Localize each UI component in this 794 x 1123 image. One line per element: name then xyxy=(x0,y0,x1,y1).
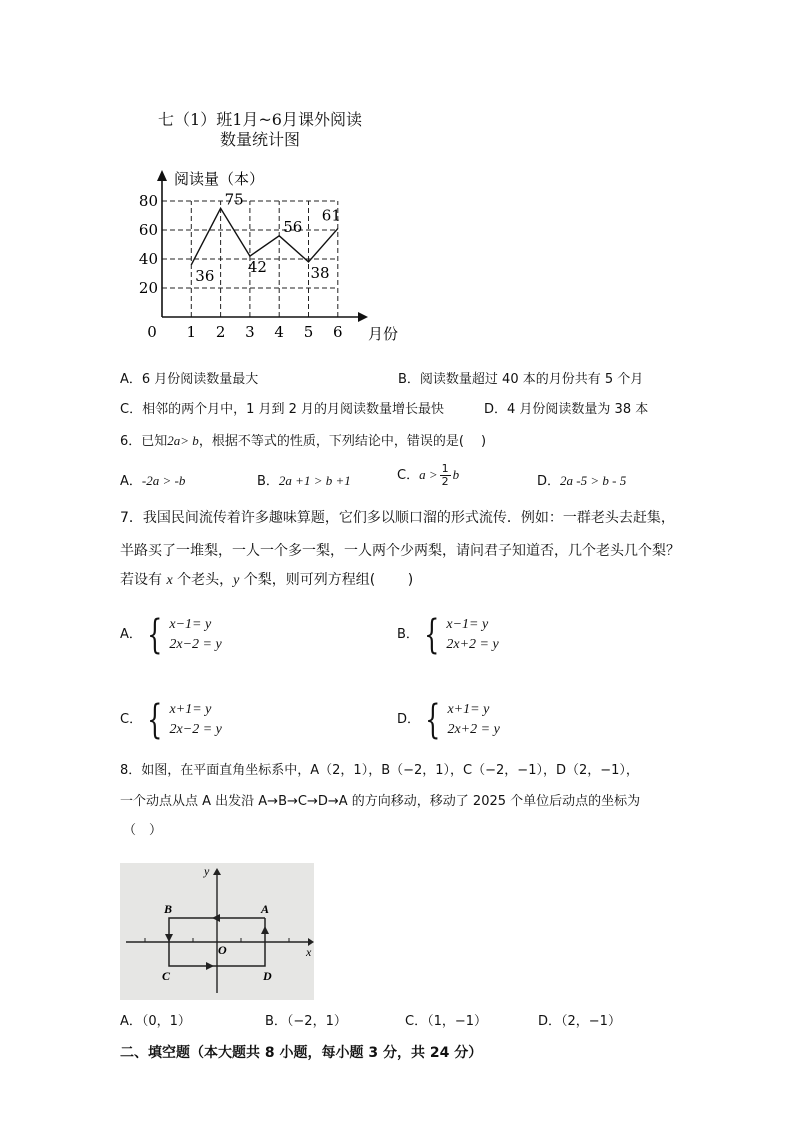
data-label: 75 xyxy=(224,190,244,209)
q7-option-c[interactable]: C． { x+1= y 2x−2 = y xyxy=(120,697,222,743)
q8-stem-line2: 一个动点从点 A 出发沿 A→B→C→D→A 的方向移动，移动了 2025 个单位后动点的坐标为 xyxy=(120,794,641,809)
x-axis-arrow-icon xyxy=(358,312,368,322)
x-tick-label: 4 xyxy=(274,323,284,341)
fig-x-label: x xyxy=(306,945,312,959)
q6-option-c-fraction: $\frac{1}{2}$ xyxy=(441,462,449,488)
q6-option-c[interactable]: C．a > $\frac{1}{2}$ b xyxy=(397,462,460,488)
data-label: 42 xyxy=(247,258,267,277)
q6-stem: 6．已知2a> b，根据不等式的性质，下列结论中，错误的是( ) xyxy=(120,433,487,449)
brace-icon: { xyxy=(425,697,441,743)
fig-point-b-label: B xyxy=(164,902,173,916)
q8-option-c[interactable]: C．（1，−1） xyxy=(405,1014,488,1029)
x-tick-label: 2 xyxy=(215,323,226,341)
data-label: 36 xyxy=(195,266,215,285)
q6-option-a[interactable]: A．-2a > -b xyxy=(120,473,186,489)
q8-option-d[interactable]: D．（2，−1） xyxy=(538,1014,621,1029)
data-label: 61 xyxy=(321,206,341,225)
data-label: 56 xyxy=(283,217,303,236)
chart-title xyxy=(130,110,390,150)
q5-option-c[interactable]: C．相邻的两个月中，1 月到 2 月的月阅读数量增长最快 xyxy=(120,402,445,417)
data-label: 38 xyxy=(310,263,330,282)
y-tick-label: 20 xyxy=(138,279,158,297)
q8-coordinate-figure xyxy=(120,863,314,1000)
chart-title-line1: 七（1）班1月~6月课外阅读 xyxy=(158,110,362,129)
x-tick-label: 1 xyxy=(186,323,197,341)
y-tick-label: 80 xyxy=(138,192,158,210)
reading-line-chart xyxy=(130,165,400,345)
fig-point-a-label: A xyxy=(261,902,270,916)
section2-heading: 二、填空题（本大题共 8 小题，每小题 3 分，共 24 分） xyxy=(120,1045,483,1061)
q8-option-a[interactable]: A．（0，1） xyxy=(120,1014,191,1029)
q7-stem-line1: 7．我国民间流传着许多趣味算题，它们多以顺口溜的形式流传．例如：一群老头去赶集， xyxy=(120,510,675,526)
fig-point-c-label: C xyxy=(162,969,171,983)
x-tick-label: 6 xyxy=(333,323,343,341)
q8-option-b[interactable]: B．（−2，1） xyxy=(265,1014,347,1029)
brace-icon: { xyxy=(424,612,440,658)
y-axis-label: 阅读量（本） xyxy=(174,170,265,188)
y-axis-arrow-icon xyxy=(157,170,167,181)
q5-option-a[interactable]: A．6 月份阅读数量最大 xyxy=(120,372,259,387)
q6-option-b[interactable]: B．2a +1 > b +1 xyxy=(257,473,351,489)
x-tick-label: 3 xyxy=(245,323,255,341)
q8-stem-line1: 8．如图，在平面直角坐标系中，A（2，1），B（−2，1），C（−2，−1），D（2，−1）， xyxy=(120,763,639,778)
q6-stem-expr: 2a> b xyxy=(167,433,199,448)
x-axis-label: 月份 xyxy=(368,325,399,343)
fig-point-d-label: D xyxy=(263,969,272,983)
y-tick-label: 40 xyxy=(138,250,158,268)
q5-option-d[interactable]: D．4 月份阅读数量为 38 本 xyxy=(484,402,649,417)
q7-stem-line2: 半路买了一堆梨，一人一个多一梨，一人两个少两梨，请问君子知道否，几个老头几个梨？ xyxy=(120,543,680,559)
fig-y-label: y xyxy=(204,864,210,878)
brace-icon: { xyxy=(146,612,163,658)
brace-icon: { xyxy=(147,697,163,743)
q7-option-d[interactable]: D． { x+1= y 2x+2 = y xyxy=(397,697,500,743)
origin-label: 0 xyxy=(147,323,157,341)
x-tick-label: 5 xyxy=(303,323,314,341)
chart-title-line2: 数量统计图 xyxy=(219,130,300,149)
y-tick-label: 60 xyxy=(138,221,158,239)
q7-option-a[interactable]: A． { x−1= y 2x−2 = y xyxy=(120,612,222,658)
q5-option-b[interactable]: B．阅读数量超过 40 本的月份共有 5 个月 xyxy=(398,372,644,387)
q7-stem-line3: 若设有 x 个老头，y 个梨，则可列方程组( ) xyxy=(120,572,414,588)
series-line xyxy=(191,208,337,265)
q6-option-d[interactable]: D．2a -5 > b - 5 xyxy=(537,473,627,489)
fig-origin-label: O xyxy=(218,943,227,957)
q8-stem-line3: （ ） xyxy=(123,823,163,838)
q7-option-b[interactable]: B． { x−1= y 2x+2 = y xyxy=(397,612,499,658)
